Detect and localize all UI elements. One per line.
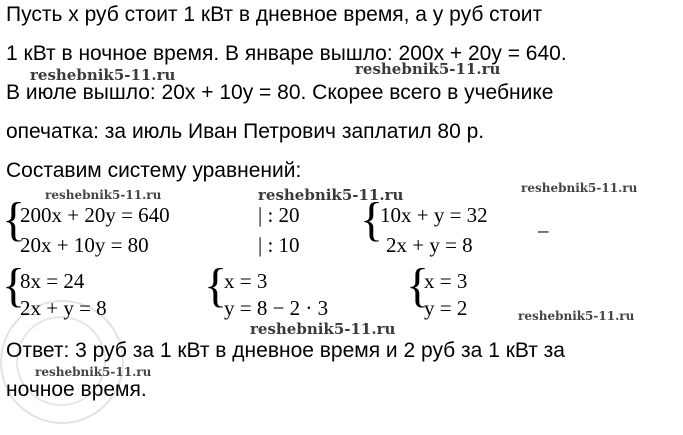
system4-row2: y = 8 − 2 · 3 [224,296,329,320]
system2-row2: 2x + y = 8 [386,233,473,257]
system5-row2: y = 2 [424,296,468,320]
system3-row1: 8x = 24 [20,269,85,293]
system1-row1-divisor: | : 20 [258,203,300,227]
system2-row1: 10x + y = 32 [380,203,488,227]
watermark: reshebnik5-11.ru [355,60,501,78]
text-line-2: 1 кВт в ночное время. В январе вышло: 200x + 20y = 640. [6,42,567,65]
text-line-1: Пусть x руб стоит 1 кВт в дневное время, а y руб стоит [6,3,543,26]
watermark: reshebnik5-11.ru [35,365,152,379]
watermark: reshebnik5-11.ru [521,181,638,195]
text-line-4: опечатка: за июль Иван Петрович заплатил 80 р. [6,120,485,143]
system5-row1: x = 3 [424,269,468,293]
text-line-3: В июле вышло: 20x + 10y = 80. Скорее всего в учебнике [6,81,554,104]
brace-system-2: { [360,193,384,246]
system3-row2: 2x + y = 8 [20,296,107,320]
answer-line-2: ночное время. [6,378,147,401]
system1-row2: 20x + 10y = 80 [20,233,149,257]
answer-line-1: Ответ: 3 руб за 1 кВт в дневное время и 2 руб за 1 кВт за [6,339,565,362]
system4-row1: x = 3 [224,269,268,293]
system1-row1: 200x + 20y = 640 [20,203,170,227]
brace-system-1: { [2,193,26,246]
minus-sign: – [538,218,549,242]
brace-system-5: { [406,259,430,312]
watermark: reshebnik5-11.ru [250,320,396,338]
brace-system-4: { [204,259,228,312]
watermark: reshebnik5-11.ru [45,188,162,202]
watermark: reshebnik5-11.ru [30,66,176,84]
system1-row2-divisor: | : 10 [258,233,300,257]
text-line-5: Составим систему уравнений: [6,159,302,182]
watermark: reshebnik5-11.ru [518,309,635,323]
brace-system-3: { [2,259,26,312]
watermark: reshebnik5-11.ru [258,186,404,204]
